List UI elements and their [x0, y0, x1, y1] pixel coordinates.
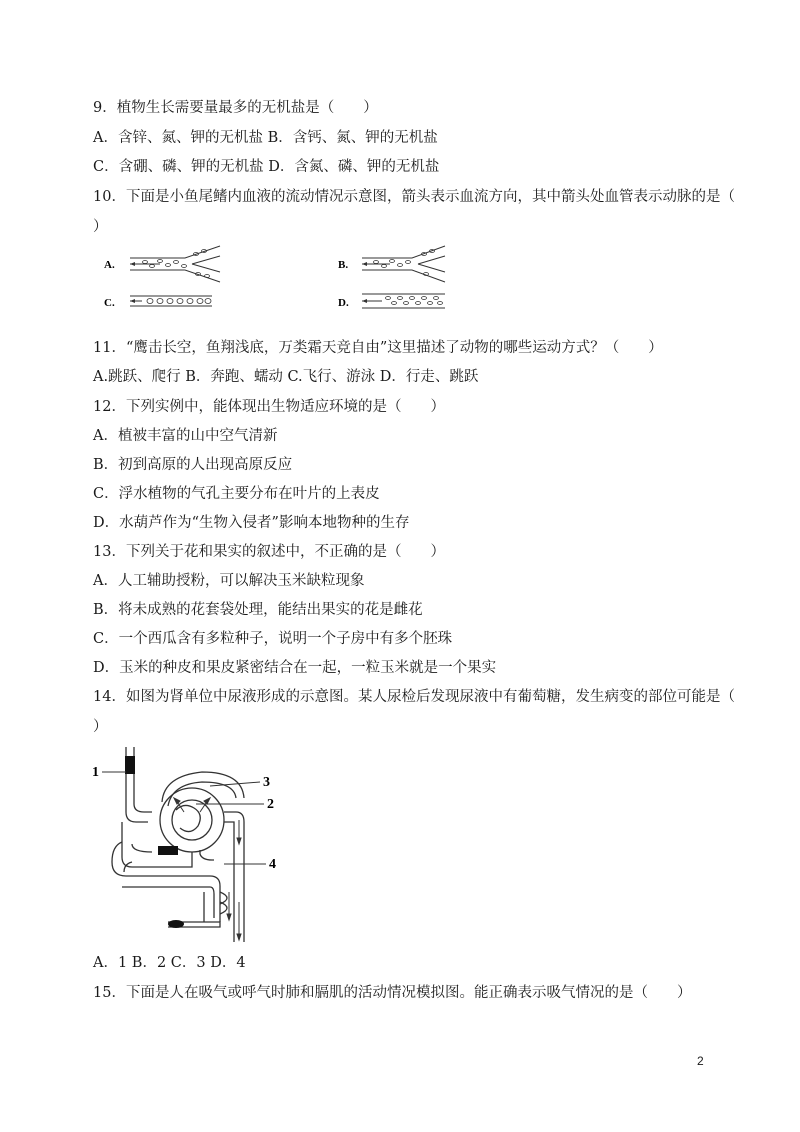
q14-label-1: 1	[92, 765, 99, 780]
q10-blood-vessel-figure	[100, 238, 460, 318]
q11-options: A.跳跃、爬行 B．奔跑、蠕动 C.飞行、游泳 D．行走、跳跃	[93, 369, 479, 385]
q9-stem: 9．植物生长需要量最多的无机盐是（ ）	[93, 100, 378, 116]
q14-label-4: 4	[269, 857, 276, 872]
q13-option-a: A．人工辅助授粉，可以解决玉米缺粒现象	[93, 573, 365, 589]
q10-stem: 10．下面是小鱼尾鳍内血液的流动情况示意图，箭头表示血流方向，其中箭头处血管表示动脉的是（	[93, 189, 735, 205]
q13-option-d: D．玉米的种皮和果皮紧密结合在一起，一粒玉米就是一个果实	[93, 660, 497, 676]
q11-stem: 11．“鹰击长空，鱼翔浅底，万类霜天竞自由”这里描述了动物的哪些运动方式？（ ）	[93, 340, 663, 356]
q14-block-middle	[158, 846, 178, 855]
q14-block-top	[125, 756, 135, 774]
q12-option-b: B．初到高原的人出现高原反应	[93, 457, 293, 473]
q14-options: A．1 B．2 C．3 D．4	[93, 955, 246, 971]
q9-options-line2: C．含硼、磷、钾的无机盐 D．含氮、磷、钾的无机盐	[93, 159, 440, 175]
q14-stem-cont: ）	[93, 719, 108, 735]
q14-nephron-figure	[92, 742, 292, 947]
q10-label-c: C.	[104, 297, 115, 309]
q10-diagram-a	[104, 246, 220, 282]
q13-option-c: C．一个西瓜含有多粒种子，说明一个子房中有多个胚珠	[93, 631, 453, 647]
q10-label-a: A.	[104, 259, 115, 271]
q10-label-d: D.	[338, 297, 349, 309]
q10-diagram-c	[104, 296, 212, 309]
q10-diagram-d	[338, 294, 445, 309]
q12-option-a: A．植被丰富的山中空气清新	[93, 428, 278, 444]
q10-diagram-b	[338, 246, 445, 282]
q10-label-b: B.	[338, 259, 349, 271]
page-number: 2	[697, 1054, 704, 1068]
q12-option-c: C．浮水植物的气孔主要分布在叶片的上表皮	[93, 486, 380, 502]
q14-label-2: 2	[267, 797, 274, 812]
q12-option-d: D．水葫芦作为“生物入侵者”影响本地物种的生存	[93, 515, 410, 531]
q14-label-3: 3	[263, 775, 270, 790]
q13-stem: 13．下列关于花和果实的叙述中，不正确的是（ ）	[93, 544, 445, 560]
q15-stem: 15．下面是人在吸气或呼气时肺和膈肌的活动情况模拟图。能正确表示吸气情况的是（ ）	[93, 985, 692, 1001]
q14-block-bottom	[168, 920, 184, 928]
q13-option-b: B．将未成熟的花套袋处理，能结出果实的花是雌花	[93, 602, 423, 618]
q10-stem-cont: ）	[93, 219, 108, 235]
q14-stem: 14．如图为肾单位中尿液形成的示意图。某人尿检后发现尿液中有葡萄糖，发生病变的部位可能是（	[93, 689, 735, 705]
q12-stem: 12．下列实例中，能体现出生物适应环境的是（ ）	[93, 399, 445, 415]
q9-options-line1: A．含锌、氮、钾的无机盐 B．含钙、氮、钾的无机盐	[93, 130, 438, 146]
